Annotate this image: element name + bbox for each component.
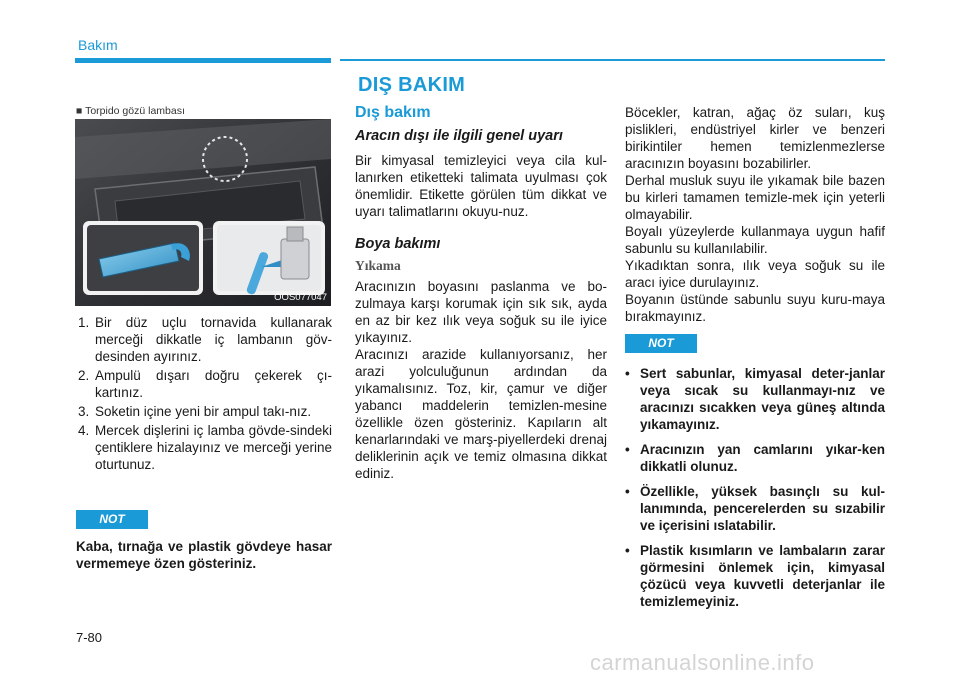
note-badge-left: NOT <box>76 510 148 529</box>
caution-item: • Sert sabunlar, kimyasal deter-janlar veya sıcak su kullanmayı-nız ve aracınızı sıcakken veya güneş altında yıkamayınız. <box>625 366 885 432</box>
general-warning-heading: Aracın dışı ile ilgili genel uyarı <box>355 128 563 144</box>
caution-item: • Plastik kısımların ve lambaların zarar görmesini önlemek için, kimyasal çözücü veya kuvvetli deterjanlar ile temizlemeyiniz. <box>625 543 885 609</box>
middle-column <box>355 104 607 482</box>
exterior-care-heading: Dış bakım <box>355 104 431 121</box>
header-rule-thin <box>340 59 885 61</box>
caution-item: • Aracınızın yan camlarını yıkar-ken dikkatli olunuz. <box>625 442 885 474</box>
glove-box-lamp-photo <box>75 119 331 306</box>
right-paragraph: Böcekler, katran, ağaç öz suları, kuş pislikleri, endüstriyel kirler ve benzeri birikintiler hemen temizlenmezlerse aracınızın boyasını bozabilirler. <box>625 105 885 171</box>
right-paragraph: Derhal musluk suyu ile yıkamak bile bazen bu kirleri tamamen temizle-mek için yeterli olmayabilir. <box>625 173 885 222</box>
paint-care-heading: Boya bakımı <box>355 236 441 252</box>
header-rule-thick <box>75 58 331 63</box>
step-item: 2. Ampulü dışarı doğru çekerek çı-kartınız. <box>78 368 332 400</box>
caution-item: • Özellikle, yüksek basınçlı su kul-lanımında, pencerelerden su sızabilir ve içerisini ıslatabilir. <box>625 484 885 533</box>
page-number: 7-80 <box>76 630 103 645</box>
right-paragraph: Yıkadıktan sonra, ılık veya soğuk su ile aracı iyice durulayınız. <box>625 258 885 290</box>
header-label: Bakım <box>78 37 118 53</box>
note-badge-right: NOT <box>625 334 697 353</box>
step-item: 1. Bir düz uçlu tornavida kullanarak merceği dikkatle iç lambanın göv-desinden ayırınız. <box>78 315 332 364</box>
figure-caption: ■ Torpido gözü lambası <box>76 105 185 117</box>
step-item: 4. Mercek dişlerini iç lamba gövde-sindeki çentiklere hizalayınız ve merceği yerine oturtunuz. <box>78 423 332 472</box>
note-text-left: Kaba, tırnağa ve plastik gövdeye hasar vermemeye özen gösteriniz. <box>76 539 332 571</box>
washing-heading: Yıkama <box>355 258 401 273</box>
general-warning-text: Bir kimyasal temizleyici veya cila kul-lanırken etiketteki talimata uyulması çok önemlidir. Etikette görülen tüm dikkat ve uyarı talimatlarını okuyu-nuz. <box>355 153 607 219</box>
replacement-steps <box>78 314 332 475</box>
section-title: DIŞ BAKIM <box>358 74 466 96</box>
figure-code: OOS077047 <box>274 292 327 303</box>
right-paragraph: Boyalı yüzeylerde kullanmaya uygun hafif sabunlu su kullanılabilir. <box>625 224 885 256</box>
right-paragraph: Boyanın üstünde sabunlu suyu kuru-maya bırakmayınız. <box>625 292 885 324</box>
step-item: 3. Soketin içine yeni bir ampul takı-nız. <box>78 404 312 419</box>
glove-box-lamp-illustration <box>75 119 331 306</box>
washing-paragraph: Aracınızı arazide kullanıyorsanız, her arazi yolculuğunun ardından da yıkamalısınız. Toz, kir, çamur ve diğer yabancı maddelerin temizlen-mesine özellikle özen gösteriniz. Kapıların alt kenarlarındaki ve marş-piyellerdeki drenaj deliklerinin açık ve temiz olmasına dikkat ediniz. <box>355 347 607 481</box>
washing-cautions <box>625 365 885 618</box>
watermark: carmanualsonline.info <box>590 650 815 675</box>
right-column <box>625 104 885 325</box>
washing-paragraph: Aracınızın boyasını paslanma ve bo-zulmaya karşı korumak için sık sık, ayda en az bir kez ılık veya soğuk su ile iyice yıkayınız. <box>355 279 607 345</box>
